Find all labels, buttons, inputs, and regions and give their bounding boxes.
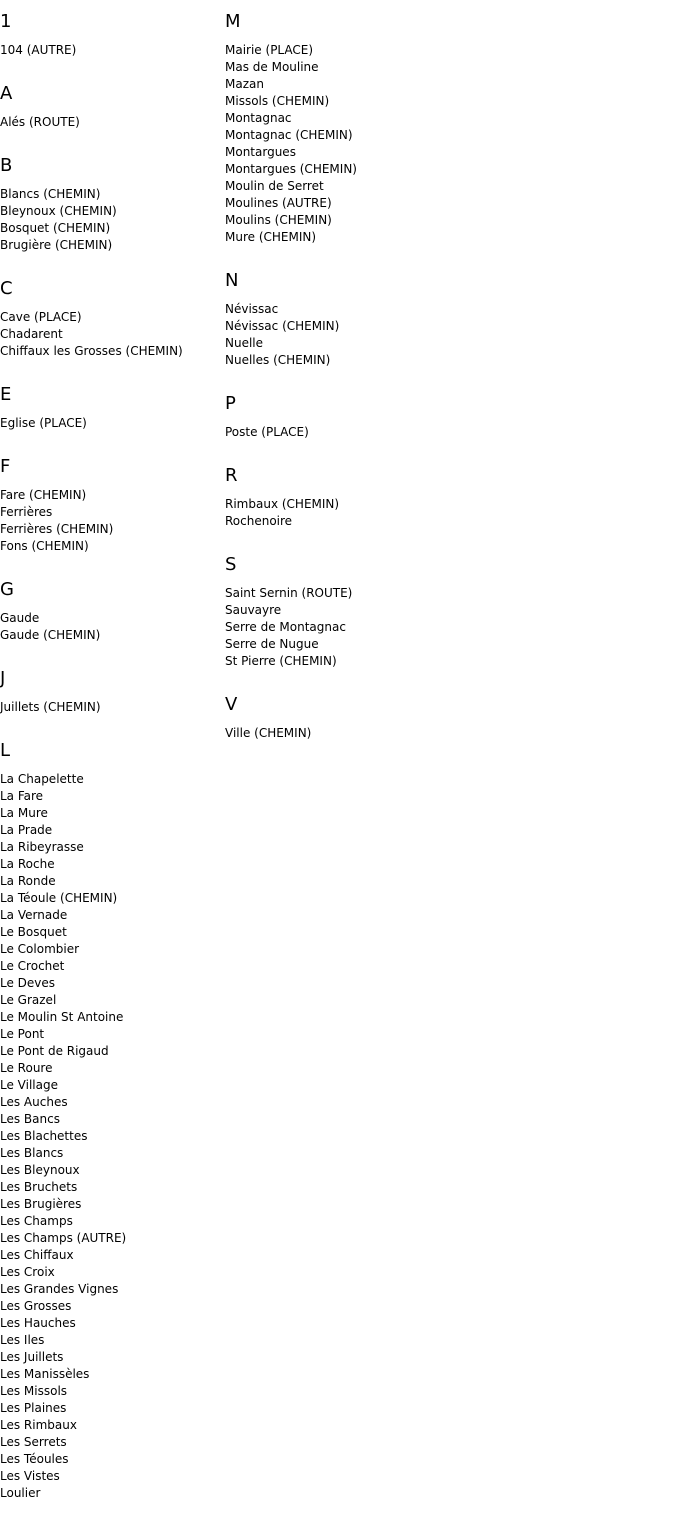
street-name: La Prade — [0, 823, 53, 837]
street-name: Blancs (CHEMIN) — [0, 187, 101, 201]
letter-group — [225, 271, 450, 369]
street-name: 104 (AUTRE) — [0, 43, 77, 57]
street-name: Missols (CHEMIN) — [225, 94, 330, 108]
street-name: Fare (CHEMIN) — [0, 488, 87, 502]
letter-heading: B — [0, 155, 13, 176]
letter-group — [0, 385, 225, 432]
street-name: Serre de Nugue — [225, 637, 319, 651]
letter-group — [0, 84, 225, 131]
letter-group — [0, 580, 225, 644]
street-name: Moulines (AUTRE) — [225, 196, 332, 210]
street-list — [225, 424, 450, 441]
street-list — [0, 610, 225, 644]
street-name: Rochenoire — [225, 514, 293, 528]
street-name: La Mure — [0, 806, 48, 820]
street-name: Mas de Mouline — [225, 60, 319, 74]
letter-heading: E — [0, 384, 12, 405]
street-name: Eglise (PLACE) — [0, 416, 87, 430]
street-name: Moulins (CHEMIN) — [225, 213, 332, 227]
letter-heading: N — [225, 270, 239, 291]
street-list — [225, 725, 450, 742]
letter-group — [225, 12, 450, 246]
street-name: Saint Sernin (ROUTE) — [225, 586, 353, 600]
street-name: Mazan — [225, 77, 264, 91]
street-name: Juillets (CHEMIN) — [0, 700, 101, 714]
street-name: Le Moulin St Antoine — [0, 1010, 124, 1024]
street-name: Le Village — [0, 1078, 58, 1092]
street-name: Les Iles — [0, 1333, 45, 1347]
street-name: Les Bleynoux — [0, 1163, 80, 1177]
street-name: Le Pont de Rigaud — [0, 1044, 109, 1058]
street-list — [225, 301, 450, 369]
street-name: Les Bruchets — [0, 1180, 78, 1194]
street-name: Les Serrets — [0, 1435, 67, 1449]
street-name: Les Champs — [0, 1214, 73, 1228]
street-name: Les Hauches — [0, 1316, 76, 1330]
street-name: Le Bosquet — [0, 925, 67, 939]
street-name: Les Chiffaux — [0, 1248, 74, 1262]
letter-group — [0, 457, 225, 555]
street-name: La Vernade — [0, 908, 68, 922]
street-list — [225, 585, 450, 670]
street-name: Cave (PLACE) — [0, 310, 82, 324]
street-name: Le Colombier — [0, 942, 80, 956]
street-name: Névissac — [225, 302, 279, 316]
street-list — [0, 42, 225, 59]
letter-heading: P — [225, 393, 236, 414]
street-name: Chiffaux les Grosses (CHEMIN) — [0, 344, 183, 358]
index-column-left — [0, 0, 225, 1502]
street-name: Les Manissèles — [0, 1367, 90, 1381]
letter-group — [225, 466, 450, 530]
letter-heading: F — [0, 456, 11, 477]
street-name: Les Grosses — [0, 1299, 72, 1313]
street-name: Le Deves — [0, 976, 56, 990]
street-name: Le Grazel — [0, 993, 57, 1007]
street-name: Les Croix — [0, 1265, 55, 1279]
street-name: Le Pont — [0, 1027, 45, 1041]
letter-heading: 1 — [0, 11, 12, 32]
street-name: Montagnac (CHEMIN) — [225, 128, 353, 142]
letter-group — [225, 394, 450, 441]
street-list — [0, 487, 225, 555]
street-name: Les Grandes Vignes — [0, 1282, 119, 1296]
street-name: Gaude — [0, 611, 40, 625]
letter-group — [0, 741, 225, 1502]
letter-heading: G — [0, 579, 14, 600]
street-name: Les Missols — [0, 1384, 68, 1398]
street-name: La Ronde — [0, 874, 56, 888]
street-name: Alés (ROUTE) — [0, 115, 80, 129]
street-name: Les Rimbaux — [0, 1418, 77, 1432]
street-name: Chadarent — [0, 327, 63, 341]
letter-heading: S — [225, 554, 237, 575]
street-list — [0, 309, 225, 360]
street-name: Les Auches — [0, 1095, 68, 1109]
letter-heading: A — [0, 83, 13, 104]
street-name: Le Roure — [0, 1061, 53, 1075]
street-name: Ville (CHEMIN) — [225, 726, 312, 740]
street-name: La Ribeyrasse — [0, 840, 84, 854]
index-column-right — [225, 0, 450, 742]
street-name: Les Champs (AUTRE) — [0, 1231, 127, 1245]
street-name: Bosquet (CHEMIN) — [0, 221, 111, 235]
street-name: Les Juillets — [0, 1350, 64, 1364]
street-name: Les Brugières — [0, 1197, 82, 1211]
letter-group — [225, 695, 450, 742]
street-name: Moulin de Serret — [225, 179, 324, 193]
street-name: Bleynoux (CHEMIN) — [0, 204, 117, 218]
street-name: Montargues (CHEMIN) — [225, 162, 357, 176]
letter-heading: V — [225, 694, 238, 715]
letter-group — [0, 669, 225, 716]
street-name: Loulier — [0, 1486, 41, 1500]
street-name: Ferrières (CHEMIN) — [0, 522, 114, 536]
letter-heading: J — [0, 668, 6, 689]
letter-group — [0, 156, 225, 254]
street-name: Fons (CHEMIN) — [0, 539, 89, 553]
street-name: Nuelle — [225, 336, 264, 350]
street-name: Mure (CHEMIN) — [225, 230, 317, 244]
street-list — [225, 42, 450, 246]
street-name: Montagnac — [225, 111, 292, 125]
letter-group — [0, 12, 225, 59]
letter-group — [225, 555, 450, 670]
street-list — [0, 771, 225, 1502]
street-name: Les Blancs — [0, 1146, 64, 1160]
street-name: Mairie (PLACE) — [225, 43, 314, 57]
street-name: Brugière (CHEMIN) — [0, 238, 113, 252]
street-name: Névissac (CHEMIN) — [225, 319, 340, 333]
street-name: La Roche — [0, 857, 55, 871]
street-name: La Téoule (CHEMIN) — [0, 891, 118, 905]
street-list — [0, 415, 225, 432]
street-name: Nuelles (CHEMIN) — [225, 353, 331, 367]
street-name: Rimbaux (CHEMIN) — [225, 497, 340, 511]
street-name: Le Crochet — [0, 959, 65, 973]
street-name: La Chapelette — [0, 772, 84, 786]
street-name: Serre de Montagnac — [225, 620, 346, 634]
letter-heading: L — [0, 740, 11, 761]
letter-heading: C — [0, 278, 13, 299]
letter-heading: M — [225, 11, 241, 32]
street-name: Sauvayre — [225, 603, 282, 617]
street-name: Les Bancs — [0, 1112, 60, 1126]
street-name: Les Blachettes — [0, 1129, 88, 1143]
street-name: Poste (PLACE) — [225, 425, 309, 439]
letter-group — [0, 279, 225, 360]
street-list — [0, 699, 225, 716]
street-list — [0, 186, 225, 254]
street-name: Les Téoules — [0, 1452, 69, 1466]
street-list — [0, 114, 225, 131]
street-name: Gaude (CHEMIN) — [0, 628, 101, 642]
street-name: La Fare — [0, 789, 44, 803]
letter-heading: R — [225, 465, 238, 486]
street-name: Les Vistes — [0, 1469, 60, 1483]
street-list — [225, 496, 450, 530]
street-name: Les Plaines — [0, 1401, 67, 1415]
street-name: Montargues — [225, 145, 296, 159]
street-name: Ferrières — [0, 505, 53, 519]
street-name: St Pierre (CHEMIN) — [225, 654, 337, 668]
